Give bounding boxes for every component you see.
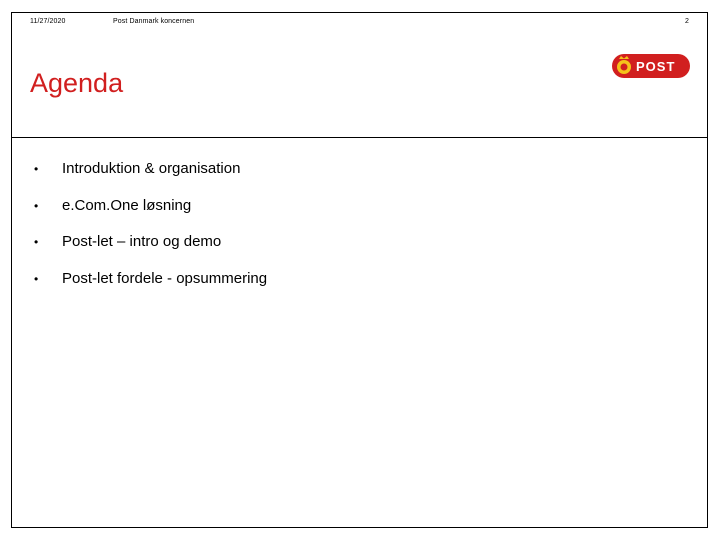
bullet-icon: • <box>34 272 39 286</box>
agenda-item-label: Post-let fordele - opsummering <box>62 270 268 287</box>
title-divider <box>11 137 708 138</box>
agenda-item-label: Introduktion & organisation <box>62 160 241 177</box>
post-logo <box>612 54 690 78</box>
agenda-item <box>0 160 600 180</box>
agenda-item <box>0 233 600 253</box>
bullet-icon: • <box>34 162 39 176</box>
slide-title: Agenda <box>30 68 124 98</box>
agenda-item <box>0 197 600 217</box>
page-number: 2 <box>685 18 689 25</box>
header-date: 11/27/2020 <box>30 18 66 25</box>
header-company: Post Danmark koncernen <box>113 18 195 25</box>
bullet-icon: • <box>34 235 39 249</box>
agenda-item-label: e.Com.One løsning <box>62 197 192 214</box>
agenda-item-label: Post-let – intro og demo <box>62 233 222 250</box>
logo-text: POST <box>636 59 676 74</box>
bullet-icon: • <box>34 199 39 213</box>
agenda-item <box>0 270 600 290</box>
